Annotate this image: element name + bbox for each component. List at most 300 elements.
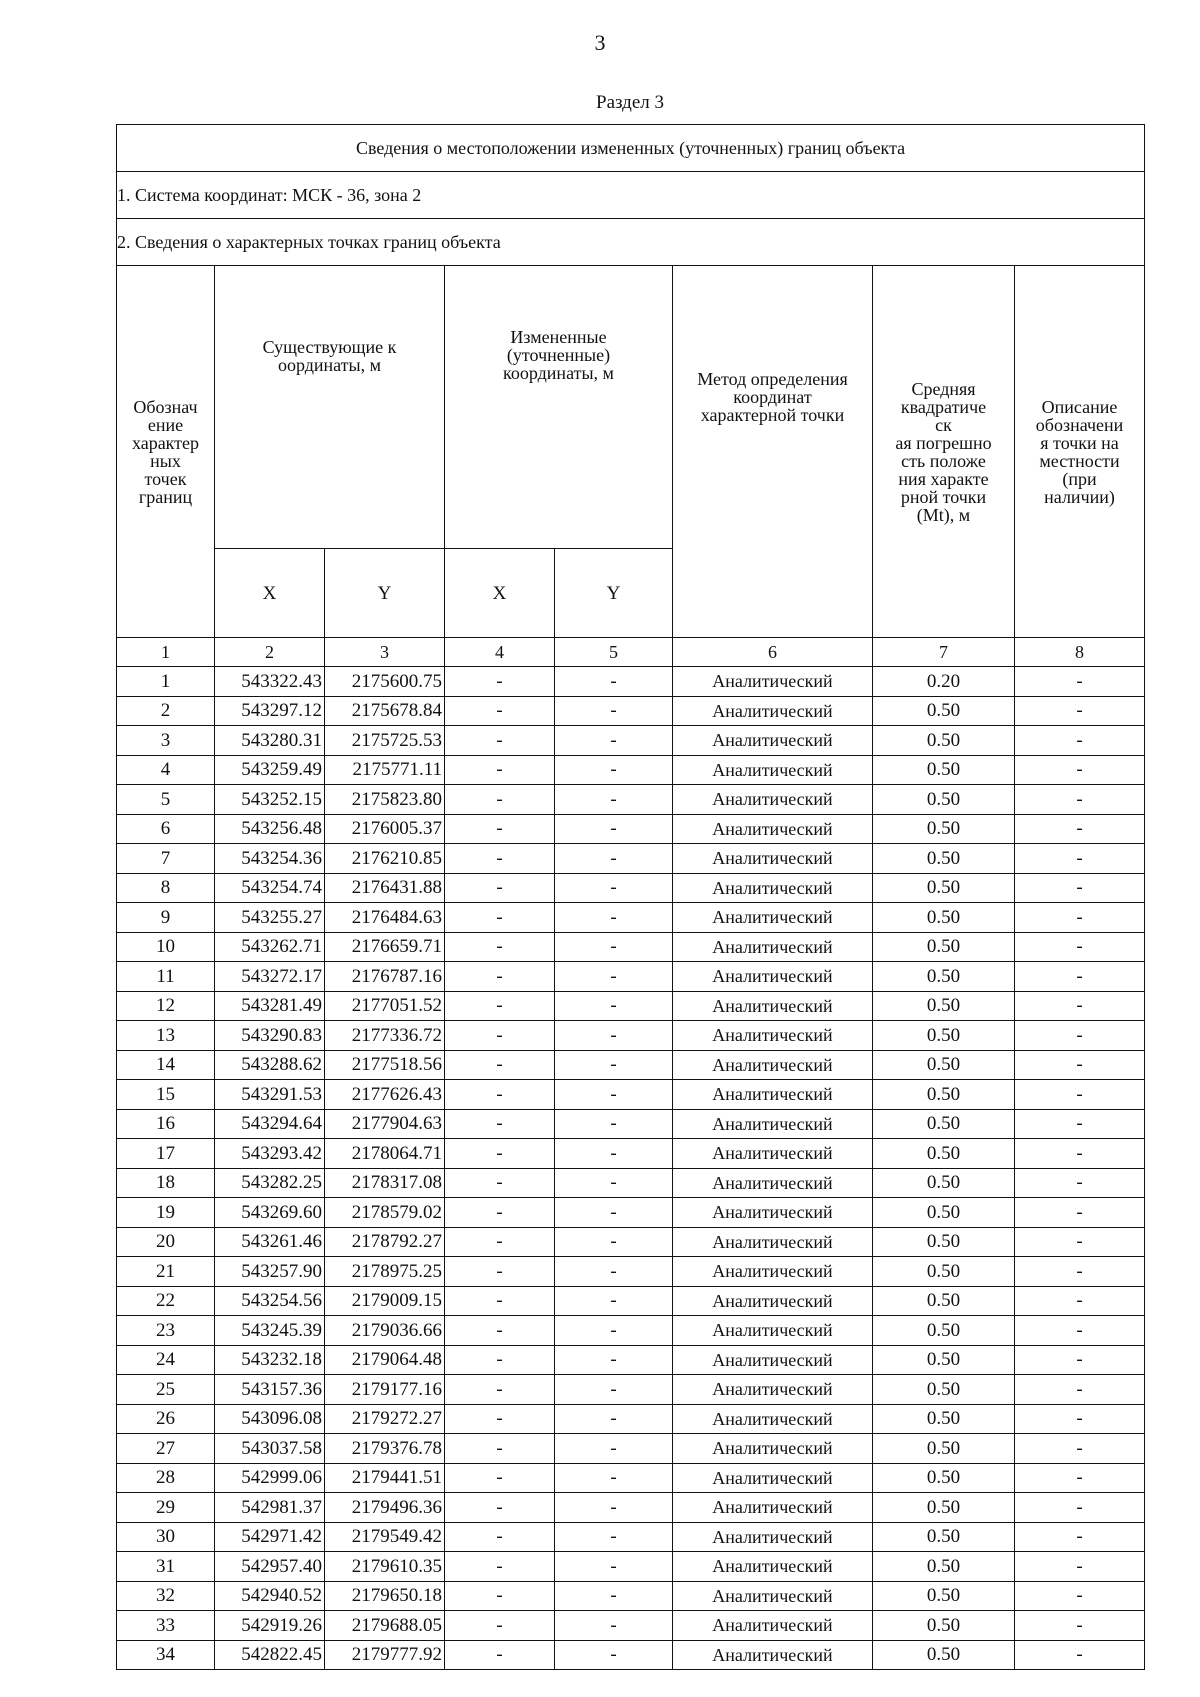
table-row <box>117 962 1145 992</box>
header-existing-y: Y <box>325 549 445 638</box>
cell-point-id: 3 <box>117 726 215 756</box>
table-row <box>117 1227 1145 1257</box>
cell-method: Аналитический <box>673 1198 873 1228</box>
cell-existing-y: 2179009.15 <box>325 1286 445 1316</box>
cell-point-id: 24 <box>117 1345 215 1375</box>
cell-mean-error: 0.50 <box>873 1168 1015 1198</box>
cell-changed-y: - <box>555 1021 673 1051</box>
cell-description: - <box>1015 1611 1145 1641</box>
table-row <box>117 1168 1145 1198</box>
cell-point-id: 27 <box>117 1434 215 1464</box>
cell-existing-x: 542919.26 <box>215 1611 325 1641</box>
cell-mean-error: 0.50 <box>873 696 1015 726</box>
cell-existing-x: 543245.39 <box>215 1316 325 1346</box>
cell-changed-x: - <box>445 903 555 933</box>
cell-method: Аналитический <box>673 1021 873 1051</box>
cell-changed-x: - <box>445 1463 555 1493</box>
cell-method: Аналитический <box>673 1139 873 1169</box>
cell-method: Аналитический <box>673 1493 873 1523</box>
cell-changed-y: - <box>555 844 673 874</box>
cell-changed-x: - <box>445 1021 555 1051</box>
cell-method: Аналитический <box>673 1286 873 1316</box>
cell-existing-y: 2178975.25 <box>325 1257 445 1287</box>
cell-existing-y: 2179496.36 <box>325 1493 445 1523</box>
cell-point-id: 32 <box>117 1581 215 1611</box>
cell-changed-y: - <box>555 1581 673 1611</box>
cell-description: - <box>1015 1316 1145 1346</box>
cell-description: - <box>1015 1286 1145 1316</box>
cell-existing-x: 543232.18 <box>215 1345 325 1375</box>
cell-changed-x: - <box>445 1316 555 1346</box>
cell-existing-y: 2179441.51 <box>325 1463 445 1493</box>
cell-changed-y: - <box>555 903 673 933</box>
cell-changed-x: - <box>445 1404 555 1434</box>
table-row <box>117 1345 1145 1375</box>
cell-point-id: 28 <box>117 1463 215 1493</box>
cell-mean-error: 0.50 <box>873 1522 1015 1552</box>
cell-changed-x: - <box>445 873 555 903</box>
table-row <box>117 1316 1145 1346</box>
cell-existing-x: 542940.52 <box>215 1581 325 1611</box>
cell-point-id: 25 <box>117 1375 215 1405</box>
cell-changed-y: - <box>555 1227 673 1257</box>
cell-changed-x: - <box>445 1611 555 1641</box>
cell-changed-x: - <box>445 1109 555 1139</box>
cell-description: - <box>1015 667 1145 697</box>
cell-description: - <box>1015 1640 1145 1670</box>
cell-point-id: 33 <box>117 1611 215 1641</box>
column-number-2: 2 <box>215 638 325 667</box>
cell-method: Аналитический <box>673 1463 873 1493</box>
cell-changed-y: - <box>555 873 673 903</box>
table-row <box>117 1257 1145 1287</box>
cell-point-id: 21 <box>117 1257 215 1287</box>
cell-method: Аналитический <box>673 1227 873 1257</box>
cell-description: - <box>1015 903 1145 933</box>
page-number: 3 <box>594 30 606 55</box>
cell-existing-y: 2179777.92 <box>325 1640 445 1670</box>
cell-changed-x: - <box>445 1286 555 1316</box>
cell-method: Аналитический <box>673 1434 873 1464</box>
cell-description: - <box>1015 1552 1145 1582</box>
cell-mean-error: 0.50 <box>873 991 1015 1021</box>
cell-description: - <box>1015 962 1145 992</box>
cell-changed-y: - <box>555 932 673 962</box>
cell-existing-y: 2175725.53 <box>325 726 445 756</box>
cell-changed-x: - <box>445 726 555 756</box>
cell-point-id: 18 <box>117 1168 215 1198</box>
cell-point-id: 10 <box>117 932 215 962</box>
cell-existing-x: 542981.37 <box>215 1493 325 1523</box>
cell-existing-y: 2177051.52 <box>325 991 445 1021</box>
cell-description: - <box>1015 991 1145 1021</box>
cell-point-id: 31 <box>117 1552 215 1582</box>
cell-existing-y: 2175678.84 <box>325 696 445 726</box>
cell-mean-error: 0.50 <box>873 1021 1015 1051</box>
cell-mean-error: 0.50 <box>873 1611 1015 1641</box>
cell-changed-x: - <box>445 1493 555 1523</box>
cell-existing-y: 2177626.43 <box>325 1080 445 1110</box>
cell-existing-x: 543291.53 <box>215 1080 325 1110</box>
cell-description: - <box>1015 1021 1145 1051</box>
header-changed-x: X <box>445 549 555 638</box>
cell-point-id: 11 <box>117 962 215 992</box>
cell-changed-y: - <box>555 1463 673 1493</box>
table-row <box>117 726 1145 756</box>
cell-method: Аналитический <box>673 903 873 933</box>
table-row <box>117 1139 1145 1169</box>
cell-mean-error: 0.50 <box>873 1286 1015 1316</box>
cell-changed-y: - <box>555 962 673 992</box>
table-row <box>117 1611 1145 1641</box>
points-heading: 2. Сведения о характерных точках границ объекта <box>117 219 1145 266</box>
cell-description: - <box>1015 1345 1145 1375</box>
cell-changed-x: - <box>445 1522 555 1552</box>
cell-description: - <box>1015 1198 1145 1228</box>
cell-changed-x: - <box>445 755 555 785</box>
cell-point-id: 6 <box>117 814 215 844</box>
cell-point-id: 22 <box>117 1286 215 1316</box>
cell-description: - <box>1015 844 1145 874</box>
cell-existing-y: 2179064.48 <box>325 1345 445 1375</box>
cell-description: - <box>1015 1227 1145 1257</box>
cell-method: Аналитический <box>673 1552 873 1582</box>
cell-changed-x: - <box>445 1139 555 1169</box>
cell-existing-x: 543261.46 <box>215 1227 325 1257</box>
table-row <box>117 844 1145 874</box>
cell-existing-x: 543280.31 <box>215 726 325 756</box>
table-row <box>117 814 1145 844</box>
cell-changed-y: - <box>555 755 673 785</box>
cell-mean-error: 0.50 <box>873 1316 1015 1346</box>
cell-method: Аналитический <box>673 1257 873 1287</box>
cell-existing-x: 543157.36 <box>215 1375 325 1405</box>
cell-changed-y: - <box>555 1286 673 1316</box>
cell-method: Аналитический <box>673 1522 873 1552</box>
cell-changed-y: - <box>555 1080 673 1110</box>
cell-changed-x: - <box>445 1257 555 1287</box>
cell-mean-error: 0.20 <box>873 667 1015 697</box>
header-point-designation-text: Обознач ение характер ных точек границ <box>131 396 200 507</box>
cell-method: Аналитический <box>673 962 873 992</box>
cell-mean-error: 0.50 <box>873 844 1015 874</box>
cell-changed-x: - <box>445 1168 555 1198</box>
cell-description: - <box>1015 1080 1145 1110</box>
cell-method: Аналитический <box>673 1050 873 1080</box>
cell-existing-y: 2176787.16 <box>325 962 445 992</box>
cell-method: Аналитический <box>673 1640 873 1670</box>
header-existing-x: X <box>215 549 325 638</box>
header-existing-coords-text: Существующие к оординаты, м <box>262 337 397 375</box>
cell-description: - <box>1015 873 1145 903</box>
cell-existing-x: 543096.08 <box>215 1404 325 1434</box>
cell-point-id: 29 <box>117 1493 215 1523</box>
header-method-text: Метод определения координат характерной точки <box>697 369 848 425</box>
section-title: Раздел 3 <box>596 92 664 113</box>
cell-description: - <box>1015 1434 1145 1464</box>
cell-mean-error: 0.50 <box>873 726 1015 756</box>
header-method <box>673 266 873 638</box>
cell-changed-y: - <box>555 1434 673 1464</box>
cell-description: - <box>1015 1050 1145 1080</box>
cell-mean-error: 0.50 <box>873 1404 1015 1434</box>
cell-existing-y: 2179376.78 <box>325 1434 445 1464</box>
cell-changed-y: - <box>555 1640 673 1670</box>
table-row <box>117 785 1145 815</box>
cell-existing-y: 2177336.72 <box>325 1021 445 1051</box>
column-number-5: 5 <box>555 638 673 667</box>
cell-method: Аналитический <box>673 755 873 785</box>
cell-existing-x: 543282.25 <box>215 1168 325 1198</box>
cell-mean-error: 0.50 <box>873 1198 1015 1228</box>
cell-point-id: 7 <box>117 844 215 874</box>
cell-existing-y: 2178064.71 <box>325 1139 445 1169</box>
cell-mean-error: 0.50 <box>873 1493 1015 1523</box>
cell-existing-x: 543254.36 <box>215 844 325 874</box>
table-row <box>117 1021 1145 1051</box>
cell-point-id: 17 <box>117 1139 215 1169</box>
cell-point-id: 30 <box>117 1522 215 1552</box>
cell-point-id: 14 <box>117 1050 215 1080</box>
cell-point-id: 19 <box>117 1198 215 1228</box>
column-number-6: 6 <box>673 638 873 667</box>
table-row <box>117 1286 1145 1316</box>
cell-method: Аналитический <box>673 1404 873 1434</box>
table-row <box>117 1581 1145 1611</box>
cell-changed-y: - <box>555 1552 673 1582</box>
cell-existing-y: 2178792.27 <box>325 1227 445 1257</box>
cell-changed-x: - <box>445 814 555 844</box>
cell-changed-y: - <box>555 1375 673 1405</box>
header-changed-coords-text: Измененные (уточненные) координаты, м <box>503 327 614 383</box>
cell-existing-y: 2175823.80 <box>325 785 445 815</box>
cell-method: Аналитический <box>673 1316 873 1346</box>
header-point-designation <box>117 266 215 638</box>
cell-existing-y: 2179650.18 <box>325 1581 445 1611</box>
cell-changed-y: - <box>555 785 673 815</box>
cell-changed-x: - <box>445 1345 555 1375</box>
cell-description: - <box>1015 1139 1145 1169</box>
table-row <box>117 1404 1145 1434</box>
cell-changed-x: - <box>445 932 555 962</box>
cell-existing-y: 2177518.56 <box>325 1050 445 1080</box>
table-row <box>117 755 1145 785</box>
cell-changed-x: - <box>445 991 555 1021</box>
column-number-1: 1 <box>117 638 215 667</box>
cell-changed-x: - <box>445 962 555 992</box>
cell-existing-x: 543290.83 <box>215 1021 325 1051</box>
cell-changed-y: - <box>555 696 673 726</box>
table-row <box>117 667 1145 697</box>
cell-existing-x: 542999.06 <box>215 1463 325 1493</box>
cell-changed-y: - <box>555 1493 673 1523</box>
cell-mean-error: 0.50 <box>873 1552 1015 1582</box>
cell-method: Аналитический <box>673 785 873 815</box>
cell-existing-y: 2176484.63 <box>325 903 445 933</box>
cell-existing-y: 2179036.66 <box>325 1316 445 1346</box>
cell-mean-error: 0.50 <box>873 1581 1015 1611</box>
header-error-text: Средняя квадратиче ск ая погрешно сть положе ния характе рной точки (Mt), м <box>895 378 992 525</box>
cell-changed-y: - <box>555 1522 673 1552</box>
cell-method: Аналитический <box>673 696 873 726</box>
cell-method: Аналитический <box>673 991 873 1021</box>
cell-changed-x: - <box>445 1080 555 1110</box>
cell-mean-error: 0.50 <box>873 1227 1015 1257</box>
cell-description: - <box>1015 1168 1145 1198</box>
cell-method: Аналитический <box>673 1611 873 1641</box>
cell-existing-x: 543322.43 <box>215 667 325 697</box>
cell-description: - <box>1015 1404 1145 1434</box>
cell-existing-x: 543293.42 <box>215 1139 325 1169</box>
cell-changed-y: - <box>555 814 673 844</box>
cell-description: - <box>1015 1581 1145 1611</box>
cell-existing-x: 542957.40 <box>215 1552 325 1582</box>
cell-existing-x: 543294.64 <box>215 1109 325 1139</box>
cell-point-id: 9 <box>117 903 215 933</box>
cell-existing-x: 543297.12 <box>215 696 325 726</box>
cell-existing-y: 2178317.08 <box>325 1168 445 1198</box>
cell-existing-x: 543256.48 <box>215 814 325 844</box>
cell-existing-x: 543281.49 <box>215 991 325 1021</box>
cell-changed-x: - <box>445 1434 555 1464</box>
cell-changed-y: - <box>555 1345 673 1375</box>
cell-point-id: 2 <box>117 696 215 726</box>
cell-description: - <box>1015 1109 1145 1139</box>
table-row <box>117 1198 1145 1228</box>
table-row <box>117 1375 1145 1405</box>
cell-point-id: 5 <box>117 785 215 815</box>
cell-existing-x: 543037.58 <box>215 1434 325 1464</box>
cell-description: - <box>1015 1257 1145 1287</box>
cell-existing-x: 543269.60 <box>215 1198 325 1228</box>
cell-method: Аналитический <box>673 1109 873 1139</box>
cell-changed-x: - <box>445 1375 555 1405</box>
cell-point-id: 16 <box>117 1109 215 1139</box>
cell-changed-x: - <box>445 1050 555 1080</box>
cell-changed-y: - <box>555 1168 673 1198</box>
cell-existing-y: 2179610.35 <box>325 1552 445 1582</box>
cell-existing-y: 2177904.63 <box>325 1109 445 1139</box>
table-row <box>117 1522 1145 1552</box>
cell-existing-y: 2176659.71 <box>325 932 445 962</box>
cell-point-id: 34 <box>117 1640 215 1670</box>
table-row <box>117 1050 1145 1080</box>
cell-changed-x: - <box>445 1198 555 1228</box>
cell-existing-y: 2179688.05 <box>325 1611 445 1641</box>
table-title: Сведения о местоположении измененных (уточненных) границ объекта <box>117 125 1145 172</box>
cell-existing-y: 2176210.85 <box>325 844 445 874</box>
cell-mean-error: 0.50 <box>873 1434 1015 1464</box>
cell-mean-error: 0.50 <box>873 1463 1015 1493</box>
cell-changed-y: - <box>555 667 673 697</box>
cell-mean-error: 0.50 <box>873 1139 1015 1169</box>
coordinate-system: 1. Система координат: МСК - 36, зона 2 <box>117 172 1145 219</box>
cell-method: Аналитический <box>673 667 873 697</box>
cell-method: Аналитический <box>673 726 873 756</box>
cell-existing-x: 543254.56 <box>215 1286 325 1316</box>
cell-mean-error: 0.50 <box>873 1109 1015 1139</box>
cell-method: Аналитический <box>673 1345 873 1375</box>
cell-existing-y: 2176431.88 <box>325 873 445 903</box>
cell-changed-y: - <box>555 991 673 1021</box>
cell-mean-error: 0.50 <box>873 932 1015 962</box>
cell-existing-x: 543254.74 <box>215 873 325 903</box>
cell-changed-y: - <box>555 1139 673 1169</box>
cell-changed-y: - <box>555 1611 673 1641</box>
cell-point-id: 1 <box>117 667 215 697</box>
cell-mean-error: 0.50 <box>873 1080 1015 1110</box>
cell-mean-error: 0.50 <box>873 1640 1015 1670</box>
cell-existing-y: 2179549.42 <box>325 1522 445 1552</box>
cell-mean-error: 0.50 <box>873 1345 1015 1375</box>
cell-description: - <box>1015 1522 1145 1552</box>
header-existing-coords <box>215 266 445 549</box>
cell-existing-x: 543252.15 <box>215 785 325 815</box>
cell-mean-error: 0.50 <box>873 962 1015 992</box>
cell-mean-error: 0.50 <box>873 755 1015 785</box>
header-error <box>873 266 1015 638</box>
cell-description: - <box>1015 785 1145 815</box>
cell-description: - <box>1015 814 1145 844</box>
cell-method: Аналитический <box>673 1581 873 1611</box>
cell-method: Аналитический <box>673 873 873 903</box>
cell-description: - <box>1015 932 1145 962</box>
cell-method: Аналитический <box>673 1375 873 1405</box>
cell-mean-error: 0.50 <box>873 1050 1015 1080</box>
cell-changed-y: - <box>555 1109 673 1139</box>
cell-changed-y: - <box>555 1404 673 1434</box>
header-description <box>1015 266 1145 638</box>
cell-mean-error: 0.50 <box>873 903 1015 933</box>
cell-method: Аналитический <box>673 932 873 962</box>
table-row <box>117 1080 1145 1110</box>
table-row <box>117 873 1145 903</box>
cell-method: Аналитический <box>673 844 873 874</box>
cell-method: Аналитический <box>673 1168 873 1198</box>
cell-existing-x: 542822.45 <box>215 1640 325 1670</box>
column-number-3: 3 <box>325 638 445 667</box>
cell-point-id: 20 <box>117 1227 215 1257</box>
cell-mean-error: 0.50 <box>873 785 1015 815</box>
cell-point-id: 8 <box>117 873 215 903</box>
cell-existing-x: 543272.17 <box>215 962 325 992</box>
cell-changed-x: - <box>445 1227 555 1257</box>
cell-point-id: 26 <box>117 1404 215 1434</box>
table-row <box>117 932 1145 962</box>
cell-point-id: 23 <box>117 1316 215 1346</box>
header-changed-coords <box>445 266 673 549</box>
cell-point-id: 13 <box>117 1021 215 1051</box>
boundary-points-table <box>116 124 1145 1670</box>
cell-changed-x: - <box>445 696 555 726</box>
cell-changed-y: - <box>555 1316 673 1346</box>
table-row <box>117 1463 1145 1493</box>
column-number-4: 4 <box>445 638 555 667</box>
cell-changed-y: - <box>555 1198 673 1228</box>
cell-mean-error: 0.50 <box>873 873 1015 903</box>
cell-mean-error: 0.50 <box>873 814 1015 844</box>
cell-existing-y: 2178579.02 <box>325 1198 445 1228</box>
cell-existing-y: 2176005.37 <box>325 814 445 844</box>
header-description-text: Описание обозначени я точки на местности (при наличии) <box>1035 396 1124 507</box>
cell-existing-x: 543257.90 <box>215 1257 325 1287</box>
table-row <box>117 696 1145 726</box>
cell-description: - <box>1015 755 1145 785</box>
cell-existing-x: 542971.42 <box>215 1522 325 1552</box>
cell-existing-y: 2175600.75 <box>325 667 445 697</box>
cell-existing-y: 2179272.27 <box>325 1404 445 1434</box>
cell-changed-x: - <box>445 1552 555 1582</box>
